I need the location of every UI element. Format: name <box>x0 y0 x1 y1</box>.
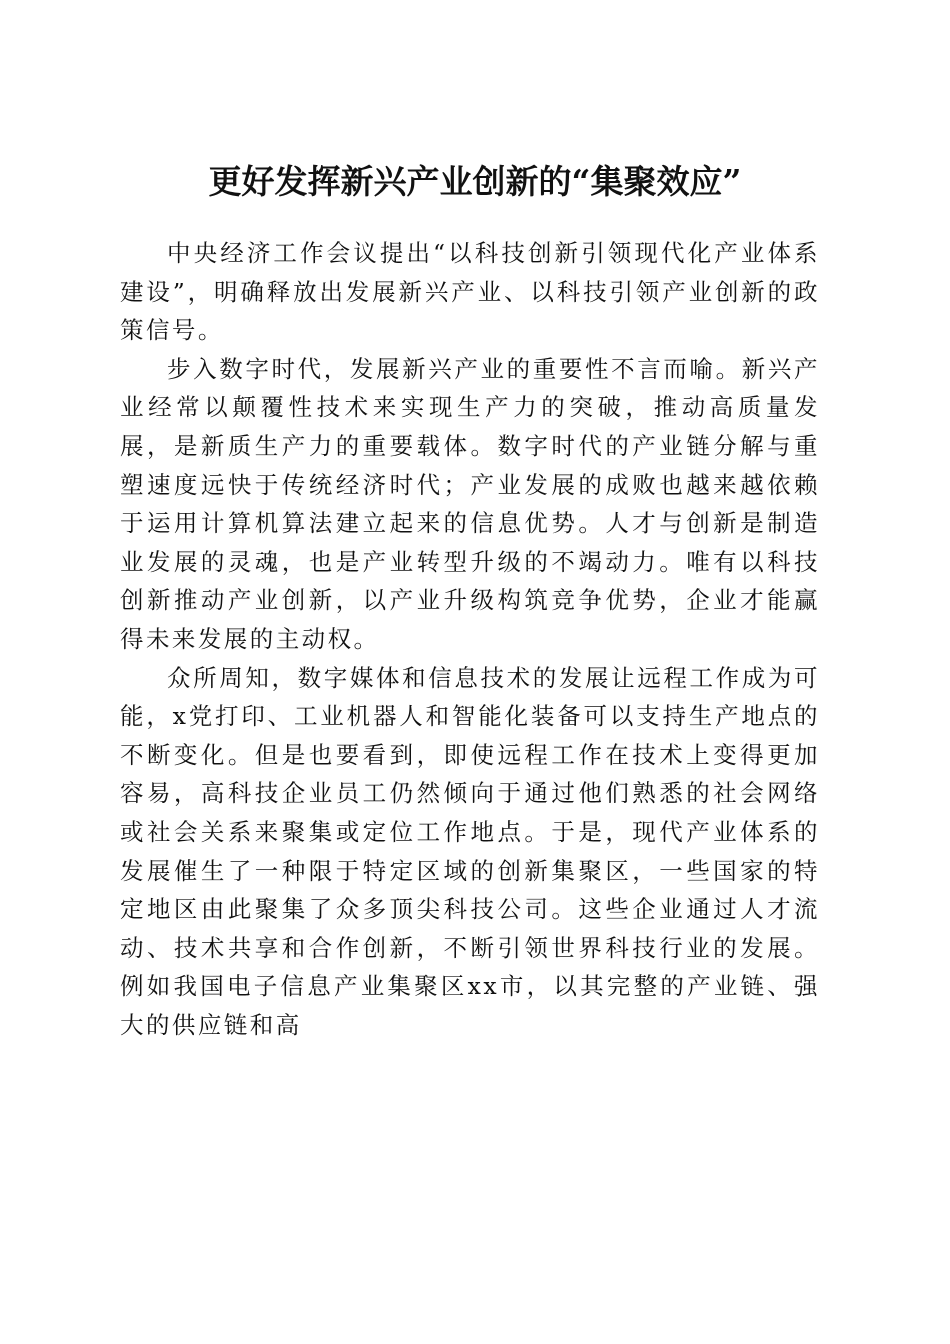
paragraph-1: 中央经济工作会议提出“以科技创新引领现代化产业体系建设”，明确释放出发展新兴产业、以科技引领产业创新的政策信号。 <box>120 239 820 345</box>
document-title: 更好发挥新兴产业创新的“集聚效应” <box>208 162 742 202</box>
document-body <box>120 234 820 1044</box>
paragraph-2: 步入数字时代，发展新兴产业的重要性不言而喻。新兴产业经常以颠覆性技术来实现生产力的突破，推动高质量发展，是新质生产力的重要载体。数字时代的产业链分解与重塑速度远快于传统经济时代；产业发展的成败也越来越依赖于运用计算机算法建立起来的信息优势。人才与创新是制造业发展的灵魂，也是产业转型升级的不竭动力。唯有以科技创新推动产业创新，以产业升级构筑竞争优势，企业才能赢得未来发展的主动权。 <box>120 354 820 653</box>
paragraph-3: 众所周知，数字媒体和信息技术的发展让远程工作成为可能，x党打印、工业机器人和智能化装备可以支持生产地点的不断变化。但是也要看到，即使远程工作在技术上变得更加容易，高科技企业员工仍然倾向于通过他们熟悉的社会网络或社会关系来聚集或定位工作地点。于是，现代产业体系的发展催生了一种限于特定区域的创新集聚区，一些国家的特定地区由此聚集了众多顶尖科技公司。这些企业通过人才流动、技术共享和合作创新，不断引领世界科技行业的发展。例如我国电子信息产业集聚区xx市，以其完整的产业链、强大的供应链和高 <box>120 663 820 1039</box>
